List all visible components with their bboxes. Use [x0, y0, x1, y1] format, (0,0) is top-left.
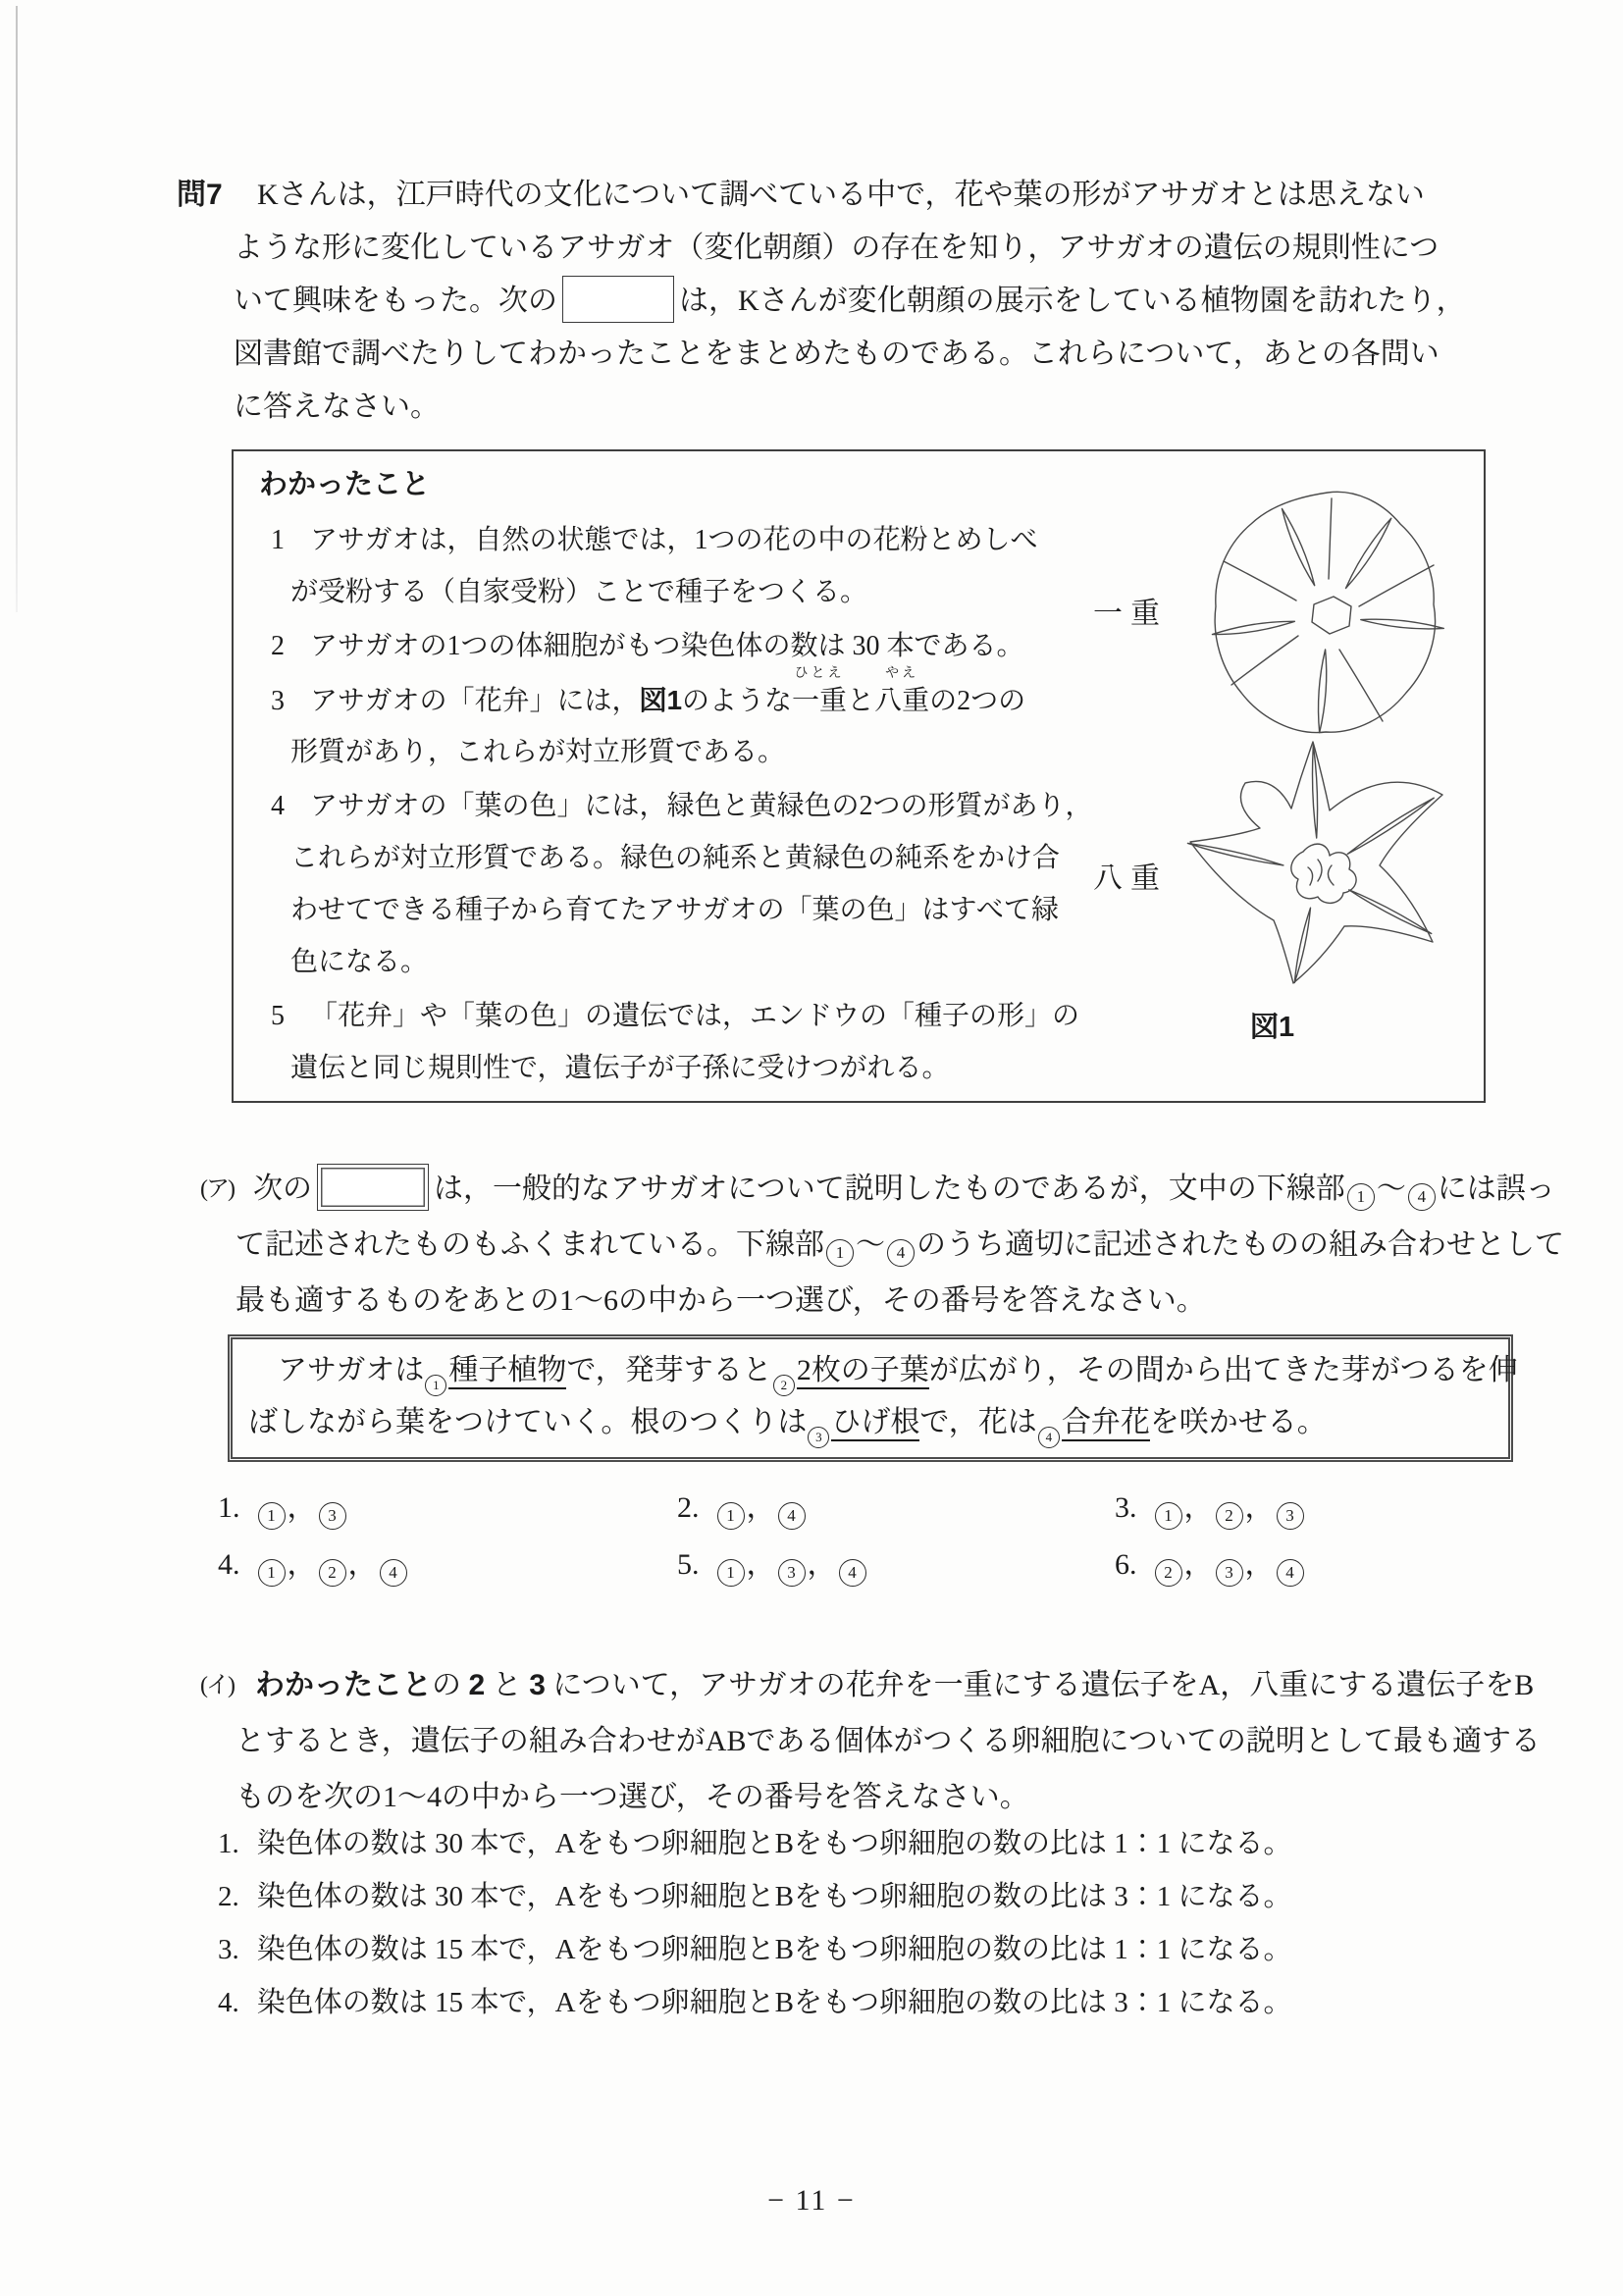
- text-run: 最も適するものをあとの1～6の中から一つ選び，その番号を答えなさい。: [236, 1284, 1206, 1317]
- text-line: [271, 666, 1091, 726]
- text-line: [271, 620, 1091, 672]
- text-run: 形質があり，これらが対立形質である。: [290, 737, 786, 767]
- text-run: ような形に変化しているアサガオ（変化朝顔）の存在を知り，アサガオの遺伝の規則性につ: [234, 232, 1440, 264]
- circled-number-subscript: 2: [773, 1375, 795, 1396]
- text-line: [271, 936, 1091, 988]
- text-run: と: [847, 686, 875, 716]
- text-run: ，: [287, 1548, 317, 1581]
- text-run: 染色体の数は 15 本で，Aをもつ卵細胞とBをもつ卵細胞の数の比は 3：1 になる。: [256, 1987, 1292, 2018]
- text-run: で，花は: [919, 1406, 1037, 1438]
- text-run: について，アサガオの花弁を一重にする遺伝子をA，八重にする遺伝子をB: [545, 1669, 1535, 1701]
- text-line: [271, 990, 1091, 1042]
- text-run: ，: [347, 1548, 378, 1581]
- findings-item-list: [271, 514, 1091, 1096]
- choice-option: [1115, 1542, 1306, 1588]
- choice-number-label: 4.: [218, 1548, 240, 1581]
- choice-number-label: 4.: [218, 1987, 239, 2018]
- finding-item: [271, 514, 1091, 618]
- quoted-description-text: [248, 1344, 1518, 1448]
- findings-box: [232, 449, 1486, 1103]
- text-run: 染色体の数は 30 本で，Aをもつ卵細胞とBをもつ卵細胞の数の比は 1：1 になる。: [256, 1828, 1292, 1859]
- text-run: を咲かせる。: [1149, 1406, 1327, 1438]
- text-run: ，: [746, 1548, 776, 1581]
- text-run: 染色体の数は 15 本で，Aをもつ卵細胞とBをもつ卵細胞の数の比は 1：1 になる。: [256, 1934, 1292, 1965]
- scan-edge-artifact: [16, 6, 18, 612]
- choice-number-label: 2.: [218, 1881, 239, 1912]
- choice-option: [218, 1817, 1523, 1870]
- text-run: 「花弁」や「葉の色」の遺伝では，エンドウの「種子の形」の: [310, 1001, 1080, 1031]
- text-run: のうち適切に記述されたものの組み合わせとして: [916, 1228, 1564, 1261]
- text-line: [271, 1042, 1091, 1094]
- text-run: 遺伝と同じ規則性で，遺伝子が子孫に受けつがれる。: [290, 1053, 950, 1083]
- text-run: 次の: [253, 1173, 312, 1205]
- circled-number: 3: [319, 1502, 346, 1530]
- text-run: が受粉する（自家受粉）ことで種子をつくる。: [290, 577, 868, 607]
- text-run: アサガオは，自然の状態では，1つの花の中の花粉とめしべ: [310, 525, 1038, 555]
- text-line: [236, 1161, 1555, 1217]
- circled-number-subscript: 1: [425, 1375, 446, 1396]
- choice-number-label: 3.: [1115, 1491, 1137, 1524]
- text-run: これらが対立形質である。緑色の純系と黄緑色の純系をかけ合: [290, 843, 1061, 873]
- text-run: ，: [746, 1491, 776, 1524]
- text-run: ばしながら葉をつけていく。根のつくりは: [248, 1406, 808, 1438]
- text-run: は，一般的なアサガオについて説明したものであるが，文中の下線部: [434, 1173, 1345, 1205]
- text-line: [234, 381, 1519, 434]
- choice-number-label: 5.: [677, 1548, 700, 1581]
- circled-number: 1: [826, 1239, 854, 1267]
- quoted-description-box: [228, 1334, 1518, 1462]
- sub-question-i-marker: (イ): [200, 1673, 234, 1698]
- text-run: の: [432, 1669, 469, 1701]
- text-run: 染色体の数は 30 本で，Aをもつ卵細胞とBをもつ卵細胞の数の比は 3：1 になる。: [256, 1881, 1292, 1912]
- circled-number-subscript: 4: [1038, 1427, 1060, 1448]
- text-run: ，: [1244, 1548, 1275, 1581]
- double-petal-flower-illustration: [1171, 726, 1465, 1020]
- circled-number: 1: [717, 1502, 745, 1530]
- underlined-term: 合弁花: [1062, 1406, 1150, 1441]
- sub-question-i-text: [236, 1657, 1541, 1825]
- text-run: とするとき，遺伝子の組み合わせがABである個体がつくる卵細胞についての説明として最も適する: [236, 1725, 1541, 1757]
- circled-number: 2: [319, 1559, 346, 1587]
- text-run: アサガオの「葉の色」には，緑色と黄緑色の2つの形質があり，: [310, 791, 1093, 821]
- text-run: Kさんは，江戸時代の文化について調べている中で，花や葉の形がアサガオとは思えない: [257, 179, 1425, 211]
- text-run: の2つの: [929, 686, 1026, 716]
- text-line: [271, 884, 1091, 936]
- text-run: に答えなさい。: [234, 391, 440, 423]
- choice-number-label: 6.: [1115, 1548, 1137, 1581]
- text-run: 図1: [639, 685, 683, 715]
- figure-label-single: 一重: [1093, 598, 1168, 630]
- text-run: わかったこと: [255, 1669, 432, 1701]
- text-run: には誤っ: [1437, 1173, 1555, 1205]
- choice-number-label: 3.: [218, 1934, 239, 1965]
- text-line: [271, 514, 1091, 566]
- page-number: − 11 −: [767, 2184, 856, 2217]
- text-line: [271, 566, 1091, 618]
- text-run: ，: [1244, 1491, 1275, 1524]
- text-run: いて興味をもった。次の: [234, 285, 557, 317]
- finding-item-number: 1: [271, 525, 285, 555]
- single-petal-flower-illustration: [1190, 469, 1465, 763]
- text-run: は，Kさんが変化朝顔の展示をしている植物園を訪れたり，: [679, 285, 1466, 317]
- choice-option: [677, 1542, 868, 1588]
- text-run: 図書館で調べたりしてわかったことをまとめたものである。これらについて，あとの各問い: [234, 338, 1440, 370]
- circled-number-subscript: 3: [808, 1427, 829, 1448]
- ruby-annotated-word: やえ 八重: [874, 666, 930, 716]
- blank-answer-box: [562, 276, 674, 323]
- circled-number: 4: [380, 1559, 407, 1587]
- sub-question-a-marker: (ア): [200, 1176, 234, 1202]
- circled-number: 3: [778, 1559, 806, 1587]
- text-run: 3: [529, 1669, 546, 1701]
- circled-number: 4: [839, 1559, 866, 1587]
- finding-item: [271, 780, 1091, 988]
- text-run: ものを次の1～4の中から一つ選び，その番号を答えなさい。: [236, 1781, 1029, 1813]
- choice-option: [1115, 1486, 1306, 1531]
- question-number-label: 問7: [177, 179, 223, 211]
- text-line: [248, 1344, 1518, 1396]
- text-run: で，発芽すると: [566, 1354, 772, 1386]
- text-run: て記述されたものもふくまれている。下線部: [236, 1228, 824, 1261]
- choice-option: [218, 1542, 409, 1588]
- text-run: と: [485, 1669, 530, 1701]
- text-line: [236, 1217, 1564, 1273]
- text-run: が広がり，その間から出てきた芽がつるを伸: [928, 1354, 1518, 1386]
- text-run: ，: [807, 1548, 837, 1581]
- finding-item-number: 5: [271, 1001, 285, 1031]
- text-line: [236, 1273, 1541, 1329]
- text-run: アサガオは: [248, 1354, 425, 1386]
- figure-label-double: 八重: [1093, 862, 1168, 895]
- text-run: わせてできる種子から育てたアサガオの「葉の色」はすべて緑: [290, 895, 1059, 925]
- text-run: 2: [468, 1669, 486, 1701]
- text-line: [234, 169, 1519, 222]
- finding-item-number: 3: [271, 686, 285, 716]
- text-line: [234, 275, 1519, 328]
- ruby-annotated-word: ひとえ 一重: [792, 666, 848, 716]
- blank-answer-box: [317, 1164, 429, 1211]
- circled-number: 1: [717, 1559, 745, 1587]
- circled-number: 2: [1216, 1502, 1243, 1530]
- choice-option: [218, 1976, 1523, 2029]
- text-line: [271, 726, 1091, 778]
- findings-box-title: わかったこと: [259, 469, 431, 500]
- finding-item-number: 2: [271, 631, 285, 661]
- text-run: ，: [1183, 1491, 1214, 1524]
- finding-item: [271, 990, 1091, 1094]
- circled-number: 4: [778, 1502, 806, 1530]
- circled-number: 1: [1347, 1183, 1375, 1211]
- text-run: アサガオの「花弁」には，: [310, 686, 640, 716]
- text-line: [236, 1657, 1541, 1713]
- text-run: 色になる。: [290, 947, 429, 977]
- text-run: のような: [682, 686, 793, 716]
- text-run: ，: [1183, 1548, 1214, 1581]
- underlined-term: 2枚の子葉: [797, 1354, 929, 1389]
- circled-number: 2: [1155, 1559, 1182, 1587]
- text-run: ～: [856, 1228, 885, 1261]
- text-line: [234, 328, 1519, 381]
- text-line: [271, 780, 1091, 832]
- choice-option: [218, 1870, 1523, 1923]
- choice-number-label: 1.: [218, 1828, 239, 1859]
- choice-option: [218, 1486, 348, 1531]
- circled-number: 3: [1216, 1559, 1243, 1587]
- underlined-term: 種子植物: [448, 1354, 566, 1389]
- text-line: [234, 222, 1519, 275]
- text-line: [271, 832, 1091, 884]
- sub-question-a-text: [236, 1161, 1564, 1329]
- choice-number-label: 2.: [677, 1491, 700, 1524]
- choice-option: [218, 1923, 1523, 1976]
- circled-number: 1: [258, 1559, 286, 1587]
- text-line: [236, 1713, 1541, 1769]
- circled-number: 4: [1408, 1183, 1436, 1211]
- question-intro-paragraph: [234, 169, 1519, 434]
- finding-item: [271, 620, 1091, 672]
- choice-number-label: 1.: [218, 1491, 240, 1524]
- text-run: ～: [1376, 1173, 1406, 1205]
- choice-option: [677, 1486, 808, 1531]
- text-run: アサガオの1つの体細胞がもつ染色体の数は 30 本である。: [310, 631, 1024, 661]
- circled-number: 3: [1277, 1502, 1304, 1530]
- finding-item-number: 4: [271, 791, 285, 821]
- circled-number: 4: [1277, 1559, 1304, 1587]
- underlined-term: ひげ根: [831, 1406, 919, 1441]
- text-line: [248, 1396, 1518, 1448]
- sub-question-i-choices: [218, 1817, 1523, 2029]
- circled-number: 4: [887, 1239, 915, 1267]
- figure-caption: 図1: [1250, 1012, 1295, 1043]
- circled-number: 1: [258, 1502, 286, 1530]
- text-run: ，: [287, 1491, 317, 1524]
- finding-item: [271, 666, 1091, 778]
- circled-number: 1: [1155, 1502, 1182, 1530]
